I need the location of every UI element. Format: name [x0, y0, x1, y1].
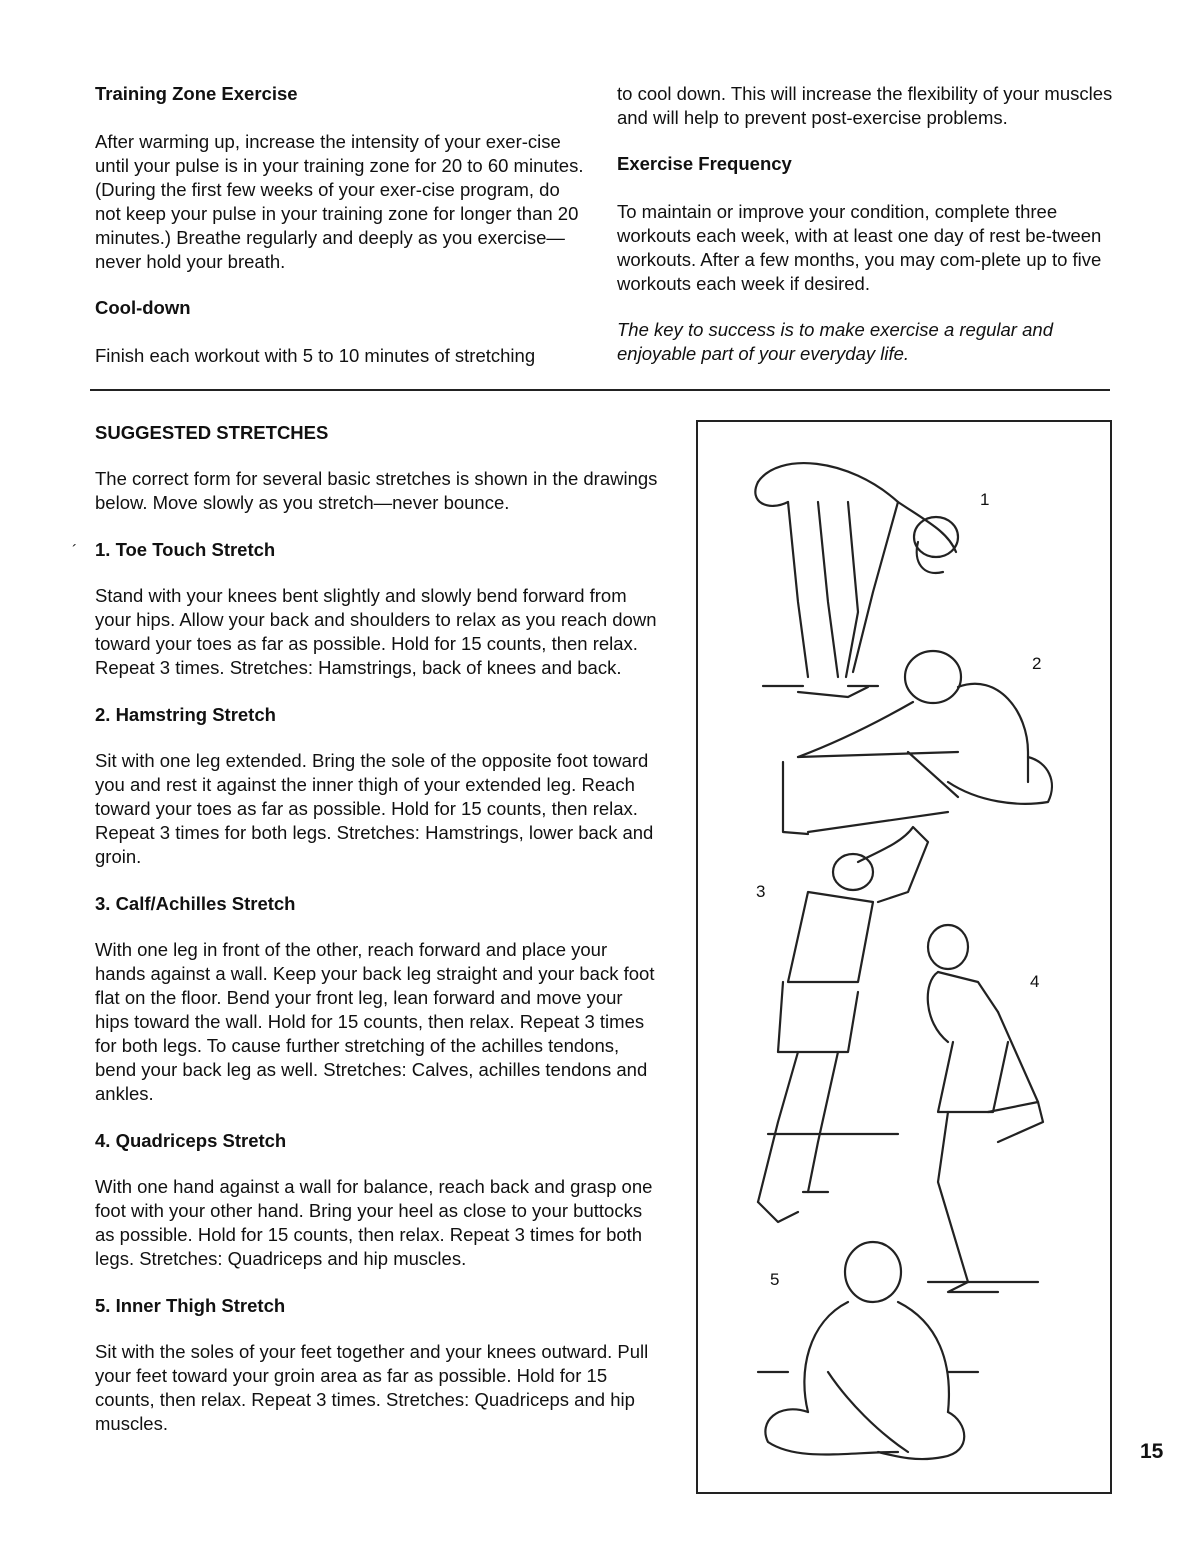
- training-zone-body: After warming up, increase the intensity of your exer-cise until your pulse is in your training zone for 20 to 60 minutes. (During the first few weeks of your exer-cise program, do not keep your pulse in your training zone for longer than 20 minutes.) Breathe regularly and deeply as you exercise—never hold your breath.: [95, 131, 584, 272]
- stretch-2-body: Sit with one leg extended. Bring the sole of the opposite foot toward you and rest it against the inner thigh of your extended leg. Reach toward your toes as far as possible. Hold for 15 counts, then relax. Repeat 3 times for both legs. Stretches: Hamstrings, lower back and groin.: [95, 750, 654, 867]
- stretch-3-title: 3. Calf/Achilles Stretch: [95, 893, 296, 914]
- stray-mark: ´: [72, 543, 78, 560]
- stretch-4-body: With one hand against a wall for balance, reach back and grasp one foot with your other hand. Bring your heel as close to your buttocks as possible. Hold for 15 counts, then relax. Repeat 3 times for both legs. Stretches: Quadriceps and hip muscles.: [95, 1176, 653, 1269]
- figure-label-4: 4: [1030, 972, 1040, 991]
- inner-thigh-stretch-figure-icon: [758, 1242, 978, 1459]
- key-to-success-line: The key to success is to make exercise a regular and enjoyable part of your everyday life.: [617, 319, 1053, 364]
- stretch-5-body: Sit with the soles of your feet together and your knees outward. Pull your feet toward your groin area as far as possible. Hold for 15 counts, then relax. Repeat 3 times. Stretches: Quadriceps and hip muscles.: [95, 1341, 649, 1434]
- frequency-heading: Exercise Frequency: [617, 153, 792, 174]
- page-number: 15: [1140, 1440, 1164, 1463]
- section-divider: [90, 389, 1110, 391]
- left-top-column: [95, 82, 585, 390]
- stretch-2-title: 2. Hamstring Stretch: [95, 704, 276, 725]
- suggested-stretches-section: [95, 421, 660, 1459]
- figure-label-2: 2: [1032, 654, 1042, 673]
- stretch-1-title: 1. Toe Touch Stretch: [95, 539, 276, 560]
- quadriceps-stretch-figure-icon: [928, 925, 1043, 1292]
- calf-achilles-figure-icon: [758, 827, 928, 1222]
- cool-down-heading: Cool-down: [95, 297, 191, 318]
- toe-touch-figure-icon: [755, 463, 958, 697]
- stretch-5-title: 5. Inner Thigh Stretch: [95, 1295, 286, 1316]
- stretch-illustrations-box: [696, 420, 1112, 1494]
- training-zone-heading: Training Zone Exercise: [95, 83, 298, 104]
- stretches-heading: SUGGESTED STRETCHES: [95, 422, 329, 443]
- hamstring-stretch-figure-icon: [783, 651, 1052, 834]
- figure-label-3: 3: [756, 882, 766, 901]
- stretch-illustrations: [698, 422, 1110, 1492]
- cool-down-body-cont: to cool down. This will increase the flexibility of your muscles and will help to prevent post-exercise problems.: [617, 83, 1113, 128]
- frequency-body: To maintain or improve your condition, complete three workouts each week, with at least one day of rest be-tween workouts. After a few months, you may com-plete up to five workouts each week if desired.: [617, 201, 1102, 294]
- cool-down-body-start: Finish each workout with 5 to 10 minutes of stretching: [95, 345, 536, 366]
- stretch-4-title: 4. Quadriceps Stretch: [95, 1130, 287, 1151]
- figure-label-5: 5: [770, 1270, 780, 1289]
- stretch-1-body: Stand with your knees bent slightly and slowly bend forward from your hips. Allow your back and shoulders to relax as you reach down toward your toes as far as possible. Hold for 15 counts, then relax. Repeat 3 times. Stretches: Hamstrings, back of knees and back.: [95, 585, 657, 678]
- stretches-intro: The correct form for several basic stretches is shown in the drawings below. Move slowly as you stretch—never bounce.: [95, 468, 658, 513]
- stretch-3-body: With one leg in front of the other, reach forward and place your hands against a wall. Keep your back leg straight and your back foot flat on the floor. Bend your front leg, lean forward and move your hips toward the wall. Hold for 15 counts, then relax. Repeat 3 times for both legs. To cause further stretching of the achilles tendons, bend your back leg as well. Stretches: Calves, achilles tendons and ankles.: [95, 939, 655, 1104]
- figure-label-1: 1: [980, 490, 990, 509]
- right-top-column: [617, 82, 1117, 388]
